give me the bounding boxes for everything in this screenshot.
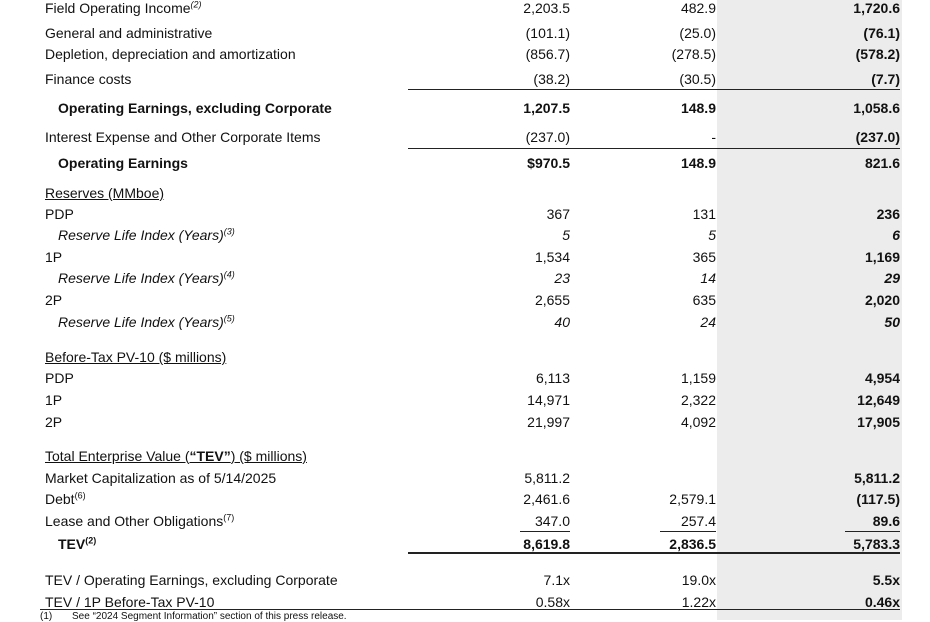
row-pv10-1p [0, 390, 930, 410]
row-operating-earnings-excl-corporate [0, 98, 930, 118]
value-col3: 1,058.6 [853, 100, 900, 116]
rule [408, 89, 900, 90]
row-label: Interest Expense and Other Corporate Items [45, 129, 321, 145]
row-label: 2P [45, 292, 63, 308]
row-label: PDP [45, 370, 74, 386]
value-col1: 23 [554, 270, 570, 286]
footnote-ref: (2) [85, 535, 97, 546]
value-col3: 5.5x [872, 572, 900, 588]
row-label: Field Operating Income [45, 0, 191, 16]
row-debt [0, 489, 930, 509]
section-title: Reserves (MMboe) [45, 185, 165, 201]
footnote-rule [40, 609, 900, 610]
value-col2: 2,322 [680, 392, 716, 408]
value-col1: 1,534 [534, 249, 570, 265]
value-col1: (101.1) [525, 25, 570, 41]
value-col3: (117.5) [856, 491, 900, 507]
value-col3: 2,020 [864, 292, 900, 308]
row-dda [0, 44, 930, 64]
row-lease-obligations [0, 511, 930, 531]
value-col1: 40 [554, 314, 570, 330]
value-col1: 2,655 [534, 292, 570, 308]
footnote-ref: (5) [223, 313, 235, 324]
total-rule [408, 552, 900, 554]
row-pv10-2p [0, 412, 930, 432]
value-col3: 89.6 [872, 513, 900, 529]
section-title: Total Enterprise Value (“TEV”) ($ millions) [45, 448, 307, 464]
value-col2: 131 [692, 206, 716, 222]
value-col1: 2,461.6 [523, 491, 570, 507]
row-label: Reserve Life Index (Years) [58, 227, 224, 243]
value-col3: 29 [884, 270, 900, 286]
value-col1: 347.0 [534, 513, 570, 529]
row-tev-operating-earnings [0, 570, 930, 590]
value-col3: (578.2) [855, 46, 900, 62]
value-col1: (856.7) [525, 46, 570, 62]
value-col2: 14 [700, 270, 716, 286]
value-col1: 1,207.5 [523, 100, 570, 116]
value-col3: 5,811.2 [854, 470, 900, 486]
value-col3: 50 [884, 314, 900, 330]
value-col2: 1.22x [681, 594, 716, 610]
value-col2: 2,836.5 [669, 536, 716, 552]
row-operating-earnings [0, 153, 930, 173]
value-col1: 2,203.5 [523, 0, 570, 16]
value-col2: 148.9 [680, 155, 716, 171]
rule [845, 531, 900, 532]
value-col1: 7.1x [543, 572, 570, 588]
footnote-ref: (6) [74, 490, 86, 501]
row-label: General and administrative [45, 25, 213, 41]
row-rli-2p [0, 312, 930, 332]
row-label: Operating Earnings, excluding Corporate [58, 100, 332, 116]
value-col1: (38.2) [533, 71, 570, 87]
row-finance-costs [0, 69, 930, 89]
value-col2: 635 [692, 292, 716, 308]
value-col2: 24 [700, 314, 716, 330]
row-label: Reserve Life Index (Years) [58, 314, 224, 330]
value-col1: (237.0) [525, 129, 570, 145]
row-market-cap [0, 468, 930, 488]
value-col1: $970.5 [527, 155, 570, 171]
value-col3: 17,905 [857, 414, 900, 430]
row-label: 1P [45, 249, 63, 265]
rule [408, 148, 900, 149]
value-col3: 5,783.3 [853, 536, 900, 552]
value-col1: 5 [562, 227, 570, 243]
value-col3: 0.46x [864, 594, 900, 610]
value-col3: (76.1) [863, 25, 900, 41]
row-reserves-1p [0, 247, 930, 267]
row-label: Debt [45, 491, 75, 507]
row-reserves-pdp [0, 204, 930, 224]
value-col3: 6 [892, 227, 900, 243]
row-field-operating-income [0, 0, 930, 18]
row-label: Market Capitalization as of 5/14/2025 [45, 470, 277, 486]
value-col1: 0.58x [535, 594, 570, 610]
value-col1: 367 [546, 206, 570, 222]
value-col2: (25.0) [679, 25, 716, 41]
value-col1: 5,811.2 [524, 470, 570, 486]
row-label: TEV [58, 536, 86, 552]
value-col1: 6,113 [536, 370, 570, 386]
value-col2: (30.5) [679, 71, 716, 87]
row-label: Finance costs [45, 71, 132, 87]
row-label: 1P [45, 392, 63, 408]
value-col3: 236 [876, 206, 900, 222]
value-col3: (237.0) [855, 129, 900, 145]
value-col2: 4,092 [680, 414, 716, 430]
footnote-ref: (4) [223, 269, 235, 280]
value-col3: 12,649 [857, 392, 900, 408]
value-col3: 1,720.6 [853, 0, 900, 16]
row-label: TEV / 1P Before-Tax PV-10 [45, 594, 215, 610]
value-col2: 482.9 [680, 0, 716, 16]
row-rli-1p [0, 268, 930, 288]
row-general-administrative [0, 23, 930, 43]
value-col2: 365 [692, 249, 716, 265]
row-pv10-pdp [0, 368, 930, 388]
footnote-text: See “2024 Segment Information” section of this press release. [72, 611, 347, 622]
row-reserves-2p [0, 290, 930, 310]
section-header-pv10 [0, 347, 930, 367]
value-col1: 14,971 [527, 392, 570, 408]
row-label: TEV / Operating Earnings, excluding Corporate [45, 572, 338, 588]
value-col1: 21,997 [527, 414, 570, 430]
row-tev-total [0, 534, 930, 554]
rule [660, 531, 716, 532]
footnote-number: (1) [40, 611, 53, 622]
row-rli-pdp [0, 225, 930, 245]
value-col3: (7.7) [871, 71, 900, 87]
footnote-ref: (2) [190, 0, 202, 10]
row-label: Depletion, depreciation and amortization [45, 46, 296, 62]
value-col2: 2,579.1 [669, 491, 716, 507]
section-header-reserves [0, 183, 930, 203]
value-col3: 821.6 [864, 155, 900, 171]
footnote-ref: (7) [223, 512, 235, 523]
row-label: Operating Earnings [58, 155, 188, 171]
row-label: 2P [45, 414, 63, 430]
section-title: Before-Tax PV-10 ($ millions) [45, 349, 227, 365]
section-header-tev [0, 446, 930, 466]
value-col2: (278.5) [671, 46, 716, 62]
value-col3: 4,954 [864, 370, 900, 386]
row-label: Reserve Life Index (Years) [58, 270, 224, 286]
rule [520, 531, 570, 532]
row-interest-expense [0, 127, 930, 147]
value-col2: - [711, 129, 716, 145]
value-col2: 5 [708, 227, 716, 243]
value-col2: 257.4 [680, 513, 716, 529]
value-col2: 19.0x [681, 572, 716, 588]
value-col2: 1,159 [680, 370, 716, 386]
value-col1: 8,619.8 [523, 536, 570, 552]
row-label: PDP [45, 206, 74, 222]
value-col2: 148.9 [680, 100, 716, 116]
row-label: Lease and Other Obligations [45, 513, 224, 529]
footnote-ref: (3) [223, 226, 235, 237]
value-col3: 1,169 [864, 249, 900, 265]
footnote [40, 611, 347, 622]
